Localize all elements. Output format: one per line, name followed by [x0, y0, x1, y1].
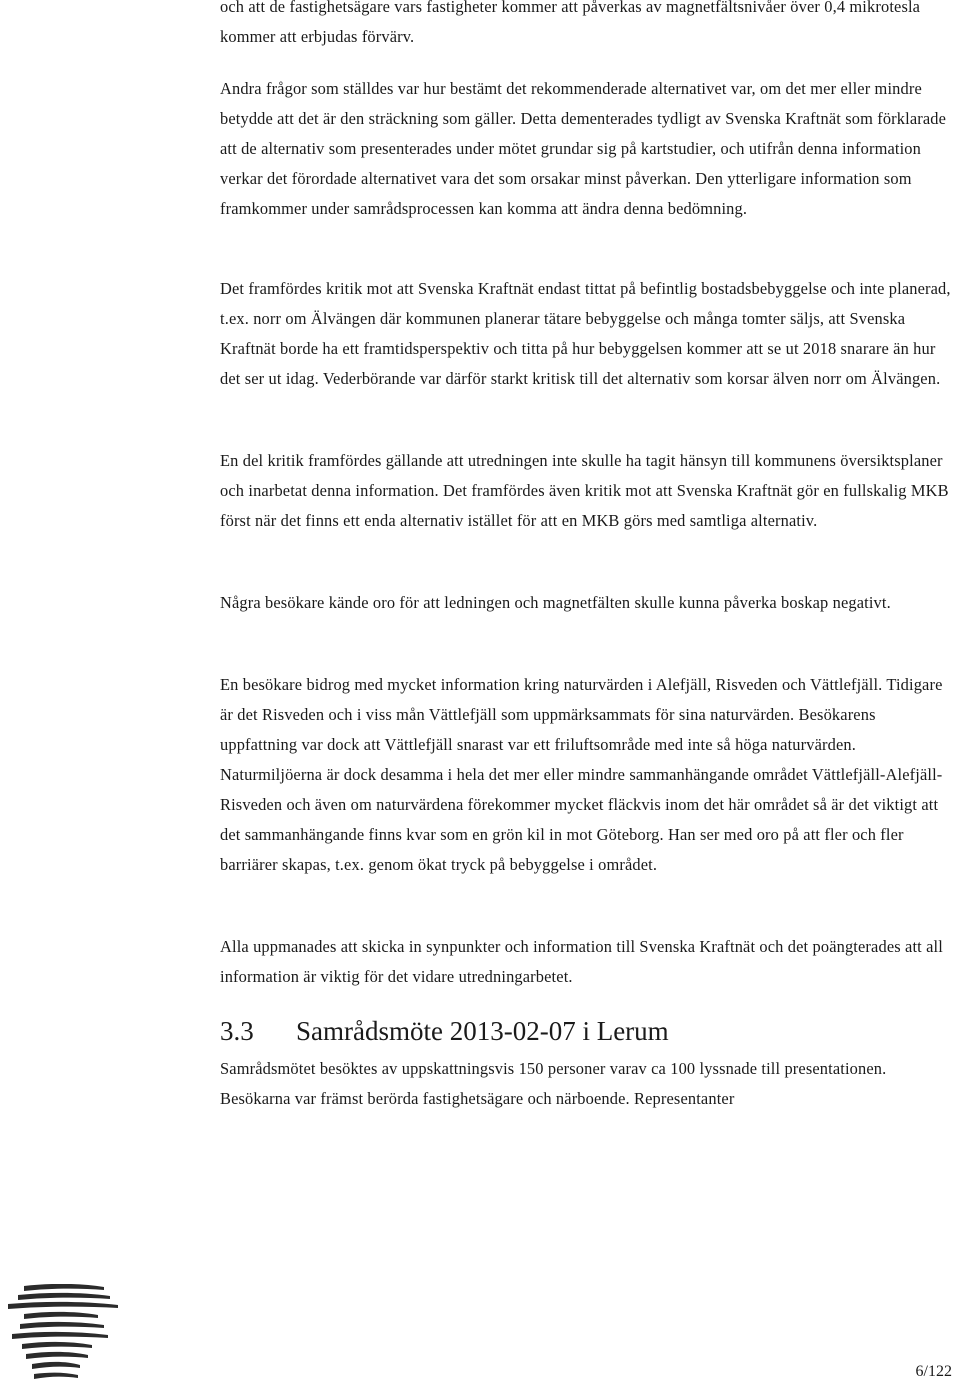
section-number: 3.3 — [220, 1016, 254, 1046]
paragraph-5: Några besökare kände oro för att ledningen och magnetfälten skulle kunna påverka boskap negativt. — [220, 593, 891, 612]
section-title: Samrådsmöte 2013-02-07 i Lerum — [296, 1016, 669, 1046]
paragraph-4: En del kritik framfördes gällande att utredningen inte skulle ha tagit hänsyn till kommunens översiktsplaner och inarbetat denna information. Det framfördes även kritik mot att Svenska Kraftnät gör en fullskalig MKB först när det finns ett enda alternativ istället för att en MKB görs med samtliga alternativ. — [220, 451, 949, 530]
company-logo-icon — [0, 1284, 124, 1384]
paragraph-3: Det framfördes kritik mot att Svenska Kraftnät endast tittat på befintlig bostadsbebyggelse och inte planerad, t.ex. norr om Älvängen där kommunen planerar tätare bebyggelse och många tomter säljs, att Svenska Kraftnät borde ha ett framtidsperspektiv och titta på hur bebyggelsen kommer att se ut 2018 snarare än hur det ser ut idag. Vederbörande var därför starkt kritisk till det alternativ som korsar älven norr om Älvängen. — [220, 279, 951, 388]
page-number: 6/122 — [915, 1363, 952, 1380]
section-heading — [220, 1014, 669, 1048]
paragraph-2: Andra frågor som ställdes var hur bestämt det rekommenderade alternativet var, om det mer eller mindre betydde att det är den sträckning som gäller. Detta dementerades tydligt av Svenska Kraftnät som förklarade att de alternativ som presenterades under mötet grundar sig på kartstudier, och utifrån denna information verkar det förordade alternativet vara det som orsakar minst påverkan. Den ytterligare information som framkommer under samrådsprocessen kan komma att ändra denna bedömning. — [220, 79, 947, 218]
paragraph-1: och att de fastighetsägare vars fastigheter kommer att påverkas av magnetfältsnivåer över 0,4 mikrotesla kommer att erbjudas förvärv. — [220, 0, 921, 46]
paragraph-7: Alla uppmanades att skicka in synpunkter och information till Svenska Kraftnät och det poängterades att all information är viktig för det vidare utredningarbetet. — [220, 937, 943, 986]
paragraph-6: En besökare bidrog med mycket information kring naturvärden i Alefjäll, Risveden och Vättlefjäll. Tidigare är det Risveden och i viss mån Vättlefjäll som uppmärksammats för sina naturvärden. Besökarens uppfattning var dock att Vättlefjäll snarast var ett friluftsområde med inte så höga naturvärden. Naturmiljöerna är dock desamma i hela det mer eller mindre sammanhängande området Vättlefjäll-Alefjäll-Risveden och även om naturvärdena förekommer mycket fläckvis inom det här området så är det viktigt att det sammanhängande finns kvar som en grön kil in mot Göteborg. Han ser med oro på att fler och fler barriärer skapas, t.ex. genom ökat tryck på bebyggelse i området. — [220, 675, 943, 874]
section-paragraph: Samrådsmötet besöktes av uppskattningsvis 150 personer varav ca 100 lyssnade till presentationen. Besökarna var främst berörda fastighetsägare och närboende. Representanter — [220, 1059, 887, 1108]
